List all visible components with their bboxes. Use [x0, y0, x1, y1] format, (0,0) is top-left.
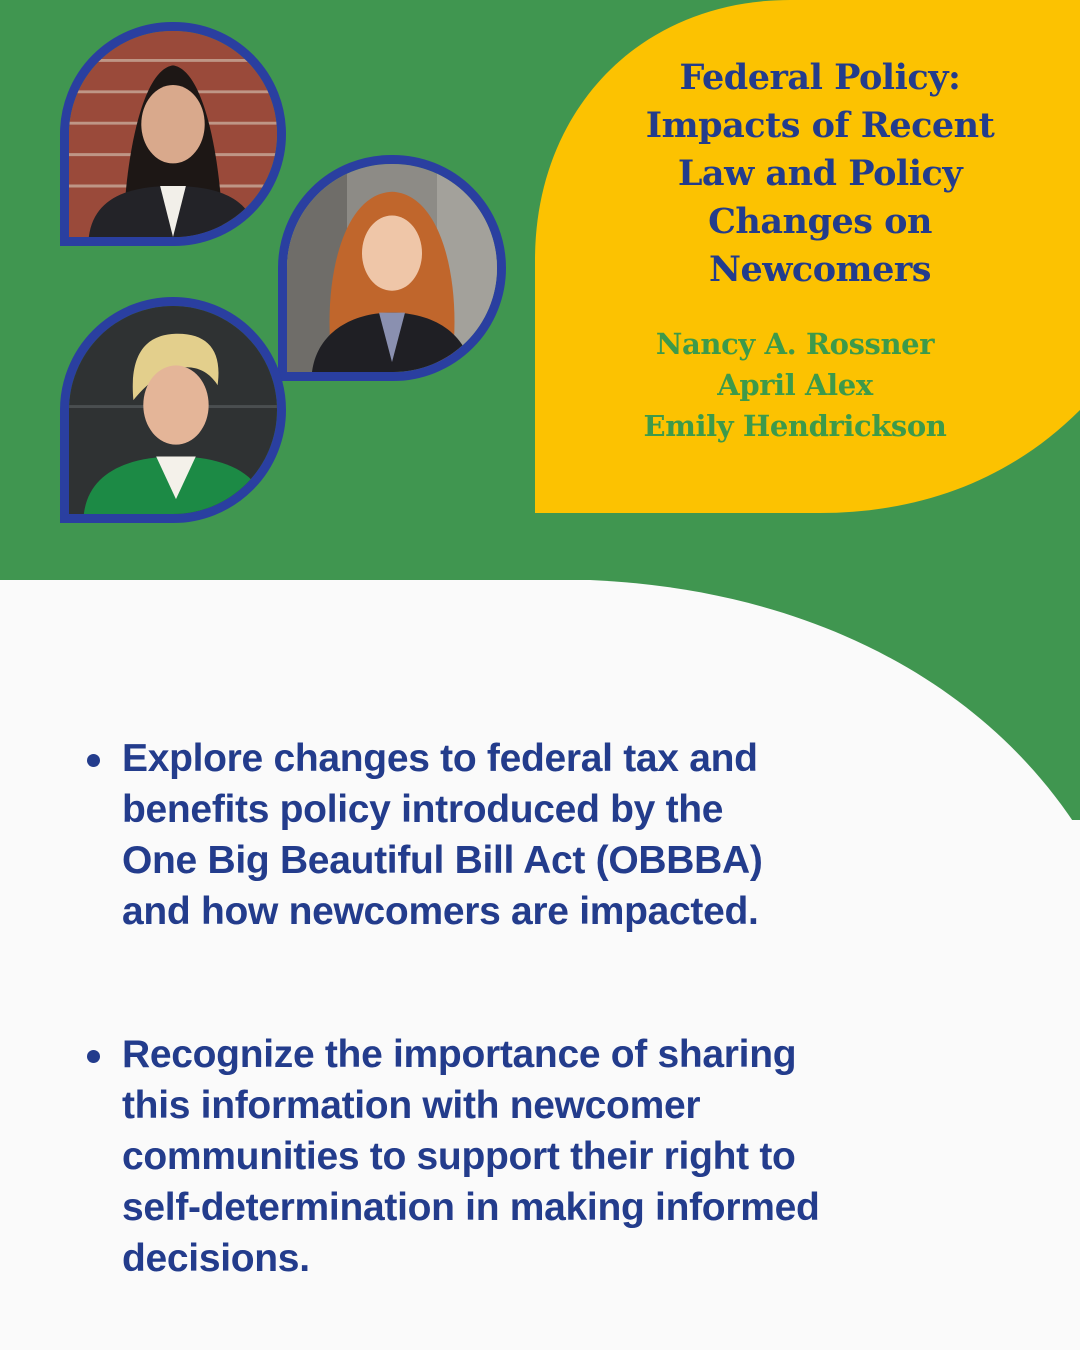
objective-line: this information with newcomer [122, 1084, 701, 1127]
objective-line: Recognize the importance of sharing [122, 1033, 797, 1076]
title-line: Federal Policy: [679, 57, 961, 98]
objective-item [82, 1029, 1012, 1284]
objective-line: One Big Beautiful Bill Act (OBBBA) [122, 839, 763, 882]
objective-line: decisions. [122, 1237, 310, 1280]
objective-line: and how newcomers are impacted. [122, 890, 759, 933]
speaker-name: Emily Hendrickson [643, 409, 947, 443]
learning-objectives [82, 733, 1012, 1350]
objective-line: Explore changes to federal tax and [122, 737, 758, 780]
speaker-portrait-2 [287, 164, 497, 372]
speaker-list [575, 324, 1015, 447]
title-line: Impacts of Recent [645, 105, 995, 146]
title-line: Law and Policy [677, 153, 963, 194]
speaker-photo-3 [60, 297, 286, 523]
event-title [620, 54, 1020, 294]
speaker-photo-2 [278, 155, 506, 381]
bullet-dot-icon [87, 754, 100, 767]
speaker-portrait-3 [69, 306, 277, 514]
objective-line: communities to support their right to [122, 1135, 796, 1178]
title-line: Changes on [708, 201, 932, 242]
objective-item [82, 733, 1012, 937]
objective-line: benefits policy introduced by the [122, 788, 724, 831]
bullet-dot-icon [87, 1050, 100, 1063]
title-line: Newcomers [709, 249, 931, 290]
speaker-portrait-1 [69, 31, 277, 237]
speaker-name: April Alex [717, 368, 873, 402]
speaker-name: Nancy A. Rossner [655, 327, 935, 361]
objective-line: self-determination in making informed [122, 1186, 820, 1229]
speaker-photo-1 [60, 22, 286, 246]
